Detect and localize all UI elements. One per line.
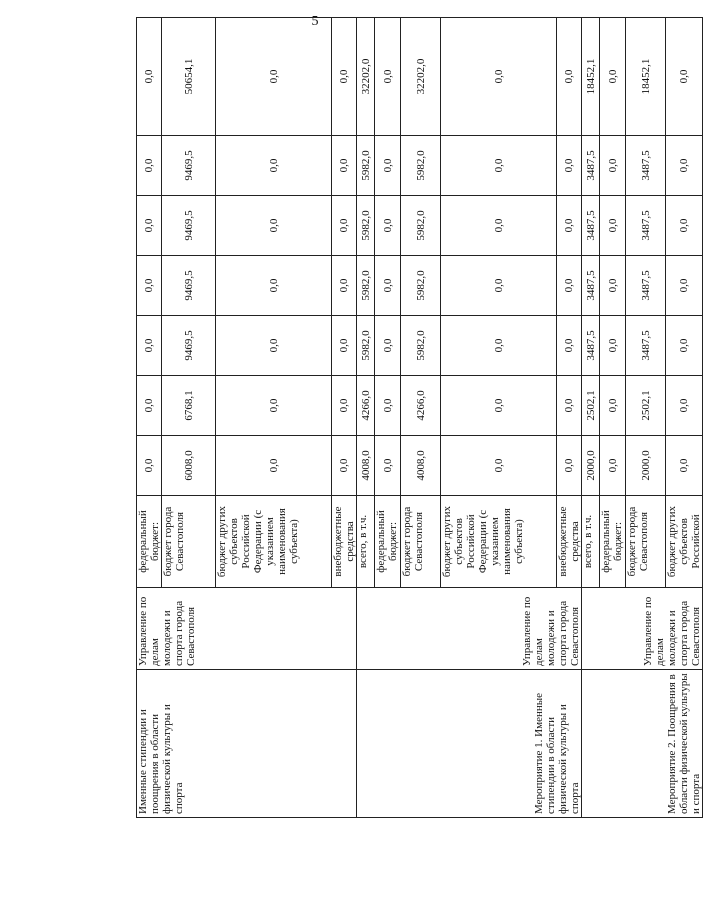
funding-source-cell: внебюджетные средства	[557, 496, 582, 588]
funding-source-cell: федеральный бюджет:	[600, 496, 626, 588]
year-value-cell: 0,0	[137, 316, 162, 376]
total-value-cell: 0,0	[557, 18, 582, 136]
year-value-cell: 0,0	[557, 136, 582, 196]
year-value-cell: 4008,0	[357, 436, 375, 496]
year-value-cell: 2502,1	[626, 376, 666, 436]
year-value-cell: 2000,0	[626, 436, 666, 496]
year-value-cell: 0,0	[557, 256, 582, 316]
year-value-cell: 6768,1	[162, 376, 216, 436]
year-value-cell: 0,0	[441, 136, 557, 196]
year-value-cell: 0,0	[332, 196, 357, 256]
year-value-cell: 0,0	[216, 316, 332, 376]
table-row	[357, 18, 375, 818]
total-value-cell: 0,0	[600, 18, 626, 136]
table-row	[137, 18, 162, 818]
year-value-cell: 0,0	[666, 196, 703, 256]
total-value-cell: 18452,1	[626, 18, 666, 136]
year-value-cell: 0,0	[137, 136, 162, 196]
year-value-cell: 0,0	[441, 256, 557, 316]
year-value-cell: 0,0	[600, 196, 626, 256]
year-value-cell: 0,0	[666, 376, 703, 436]
year-value-cell: 0,0	[557, 316, 582, 376]
year-value-cell: 0,0	[666, 436, 703, 496]
total-value-cell: 0,0	[375, 18, 401, 136]
event-name-cell: Мероприятие 1. Именные стипендии в области физической культуры и спорта	[357, 670, 582, 818]
year-value-cell: 0,0	[137, 256, 162, 316]
year-value-cell: 0,0	[600, 256, 626, 316]
year-value-cell: 0,0	[332, 256, 357, 316]
year-value-cell: 5982,0	[401, 316, 441, 376]
year-value-cell: 2502,1	[582, 376, 600, 436]
rotated-table-viewport	[136, 58, 702, 818]
year-value-cell: 0,0	[216, 376, 332, 436]
budget-table	[136, 17, 703, 818]
year-value-cell: 3487,5	[582, 316, 600, 376]
year-value-cell: 0,0	[375, 256, 401, 316]
executor-cell: Управление по делам молодежи и спорта города Севастополя	[357, 588, 582, 670]
year-value-cell: 4266,0	[401, 376, 441, 436]
total-value-cell: 32202,0	[357, 18, 375, 136]
year-value-cell: 0,0	[666, 136, 703, 196]
total-value-cell: 32202,0	[401, 18, 441, 136]
year-value-cell: 0,0	[332, 316, 357, 376]
year-value-cell: 0,0	[600, 436, 626, 496]
year-value-cell: 3487,5	[626, 316, 666, 376]
total-value-cell: 50654,1	[162, 18, 216, 136]
year-value-cell: 4008,0	[401, 436, 441, 496]
funding-source-cell: бюджет города Севастополя	[401, 496, 441, 588]
year-value-cell: 9469,5	[162, 316, 216, 376]
year-value-cell: 0,0	[600, 136, 626, 196]
event-name-cell: Мероприятие 2. Поощрения в области физической культуры и спорта	[582, 670, 703, 818]
year-value-cell: 0,0	[137, 376, 162, 436]
year-value-cell: 3487,5	[626, 256, 666, 316]
year-value-cell: 3487,5	[582, 136, 600, 196]
page-number: 5	[311, 14, 319, 29]
funding-source-cell: бюджет других субъектов Российской	[666, 496, 703, 588]
year-value-cell: 5982,0	[401, 196, 441, 256]
year-value-cell: 0,0	[600, 376, 626, 436]
year-value-cell: 3487,5	[626, 136, 666, 196]
executor-cell: Управление по делам молодежи и спорта города Севастополя	[582, 588, 703, 670]
year-value-cell: 9469,5	[162, 256, 216, 316]
year-value-cell: 0,0	[666, 316, 703, 376]
total-value-cell: 0,0	[216, 18, 332, 136]
funding-source-cell: всего, в т.ч.	[357, 496, 375, 588]
year-value-cell: 0,0	[216, 136, 332, 196]
funding-source-cell: федеральный бюджет:	[375, 496, 401, 588]
year-value-cell: 0,0	[600, 316, 626, 376]
total-value-cell: 0,0	[441, 18, 557, 136]
year-value-cell: 0,0	[332, 136, 357, 196]
total-value-cell: 0,0	[332, 18, 357, 136]
executor-cell: Управление по делам молодежи и спорта города Севастополя	[137, 588, 357, 670]
year-value-cell: 9469,5	[162, 196, 216, 256]
year-value-cell: 3487,5	[582, 256, 600, 316]
year-value-cell: 0,0	[441, 196, 557, 256]
year-value-cell: 5982,0	[357, 256, 375, 316]
total-value-cell: 18452,1	[582, 18, 600, 136]
year-value-cell: 0,0	[441, 316, 557, 376]
year-value-cell: 3487,5	[626, 196, 666, 256]
year-value-cell: 0,0	[137, 196, 162, 256]
year-value-cell: 5982,0	[357, 136, 375, 196]
table-row	[582, 18, 600, 818]
year-value-cell: 5982,0	[401, 136, 441, 196]
total-value-cell: 0,0	[666, 18, 703, 136]
year-value-cell: 0,0	[441, 436, 557, 496]
funding-source-cell: бюджет других субъектов Российской Федерации (с указанием наименования субъекта)	[216, 496, 332, 588]
funding-source-cell: федеральный бюджет:	[137, 496, 162, 588]
year-value-cell: 0,0	[216, 436, 332, 496]
year-value-cell: 0,0	[557, 196, 582, 256]
funding-source-cell: бюджет других субъектов Российской Федерации (с указанием наименования субъекта)	[441, 496, 557, 588]
year-value-cell: 5982,0	[357, 316, 375, 376]
year-value-cell: 0,0	[557, 376, 582, 436]
year-value-cell: 0,0	[557, 436, 582, 496]
total-value-cell: 0,0	[137, 18, 162, 136]
year-value-cell: 4266,0	[357, 376, 375, 436]
year-value-cell: 0,0	[332, 376, 357, 436]
year-value-cell: 3487,5	[582, 196, 600, 256]
year-value-cell: 5982,0	[357, 196, 375, 256]
year-value-cell: 0,0	[666, 256, 703, 316]
funding-source-cell: всего, в т.ч.	[582, 496, 600, 588]
year-value-cell: 0,0	[375, 436, 401, 496]
funding-source-cell: бюджет города Севастополя	[626, 496, 666, 588]
year-value-cell: 0,0	[375, 376, 401, 436]
event-name-cell: Именные стипендии и поощрения в области физической культуры и спорта	[137, 670, 357, 818]
year-value-cell: 2000,0	[582, 436, 600, 496]
year-value-cell: 0,0	[375, 316, 401, 376]
year-value-cell: 0,0	[216, 196, 332, 256]
year-value-cell: 0,0	[375, 136, 401, 196]
year-value-cell: 9469,5	[162, 136, 216, 196]
funding-source-cell: внебюджетные средства	[332, 496, 357, 588]
year-value-cell: 6008,0	[162, 436, 216, 496]
year-value-cell: 0,0	[332, 436, 357, 496]
year-value-cell: 0,0	[137, 436, 162, 496]
budget-table-sheet	[136, 58, 702, 818]
funding-source-cell: бюджет города Севастополя	[162, 496, 216, 588]
year-value-cell: 0,0	[441, 376, 557, 436]
year-value-cell: 5982,0	[401, 256, 441, 316]
year-value-cell: 0,0	[375, 196, 401, 256]
year-value-cell: 0,0	[216, 256, 332, 316]
